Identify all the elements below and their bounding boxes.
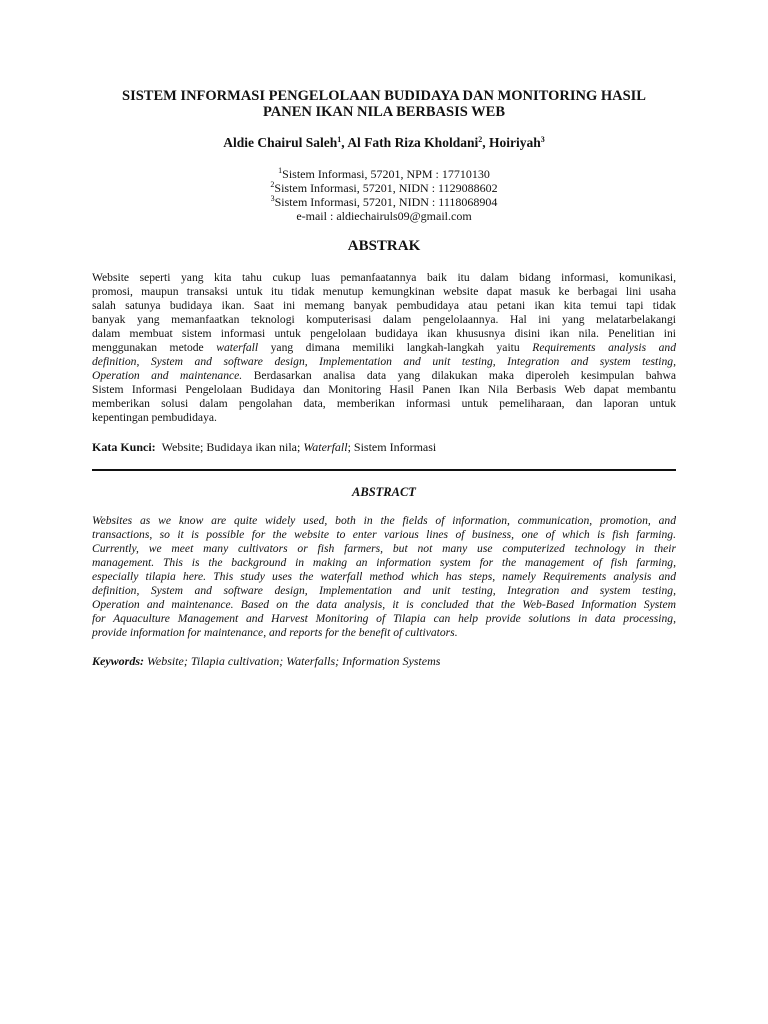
abstrak-line	[92, 285, 676, 299]
abstrak-line	[92, 383, 676, 397]
abstract-line: management. This is the background in making an information system for the management of fish farming,	[92, 556, 676, 569]
keywords-values: Website; Tilapia cultivation; Waterfalls; Information Systems	[147, 654, 441, 668]
italic-text: Waterfall	[303, 440, 348, 454]
text-run: kepentingan pembudidaya.	[92, 411, 217, 424]
author-superscript: 2	[478, 135, 483, 144]
author-superscript: 3	[540, 135, 545, 144]
text-run: Sistem Informasi Pengelolaan Budidaya dan Monitoring Hasil Panen Ikan Nila Berbasis Web dapat membantu	[92, 383, 676, 396]
abstract-line: definition, System and software design, Implementation and unit testing, Integration and system testing,	[92, 584, 676, 597]
kata-kunci	[92, 440, 676, 454]
abstrak-line	[92, 271, 676, 285]
text-run: salah satunya budidaya ikan. Saat ini memang banyak pembudidaya atau petani ikan kita temui tapi tidak	[92, 299, 676, 312]
abstract-line: Websites as we know are quite widely used, both in the fields of information, communication, promotion, and	[92, 514, 676, 527]
abstrak-line	[92, 313, 676, 327]
author-superscript: 1	[337, 135, 342, 144]
abstract-line: transactions, so it is possible for the website to enter various lines of business, one of which is fish farming.	[92, 528, 676, 541]
kata-kunci-label: Kata Kunci:	[92, 440, 156, 454]
text-run: promosi, maupun transaksi untuk itu tidak menutup kemungkinan website dapat masuk ke berbagai lini usaha	[92, 285, 676, 298]
text-run: banyak yang memanfaatkan teknologi komputerisasi dalam pengelolaannya. Hal ini yang melatarbelakangi	[92, 313, 676, 326]
text-run: menggunakan metode	[92, 341, 217, 354]
italic-text: Requirements analysis and	[532, 341, 676, 354]
author-list	[92, 135, 676, 151]
affiliation-superscript: 1	[278, 166, 283, 175]
text-run: ; Sistem Informasi	[347, 440, 437, 454]
affiliation-text: Sistem Informasi, 57201, NIDN : 1118068904	[274, 195, 498, 209]
abstract-line: especially tilapia here. This study uses the waterfall method which has steps, namely Requirements analysis and	[92, 570, 676, 583]
author-name: Hoiriyah	[488, 135, 541, 150]
affiliation-superscript: 3	[270, 194, 275, 203]
text-run: Website seperti yang kita tahu cukup luas pemanfaatannya baik itu dalam bidang informasi, komunikasi,	[92, 271, 676, 284]
author-email: e-mail : aldiechairuls09@gmail.com	[296, 209, 472, 223]
affiliation-line	[92, 181, 676, 195]
abstrak-paragraph	[92, 271, 676, 425]
text-run: yang dimana memiliki langkah-langkah yaitu	[258, 341, 533, 354]
author-separator: ,	[341, 135, 348, 150]
abstrak-line	[92, 299, 676, 313]
italic-text: Operation and maintenance.	[92, 369, 243, 382]
affiliation-text: Sistem Informasi, 57201, NPM : 17710130	[282, 167, 490, 181]
abstrak-line	[92, 341, 676, 355]
text-run: memberikan solusi dalam pengolahan data, memberikan informasi untuk pemeliharaan, dan laporan untuk	[92, 397, 676, 410]
abstract-paragraph	[92, 514, 676, 640]
abstrak-line	[92, 327, 676, 341]
abstract-line: for Aquaculture Management and Harvest Monitoring of Tilapia can help provide solutions in data processing,	[92, 612, 676, 625]
abstrak-line	[92, 355, 676, 369]
author-name: Al Fath Riza Kholdani	[347, 135, 479, 150]
abstract-line: Operation and maintenance. Based on the data analysis, it is concluded that the Web-Based Information System	[92, 598, 676, 611]
kata-kunci-values	[162, 440, 437, 454]
abstrak-heading: ABSTRAK	[347, 238, 421, 254]
abstract-line: Currently, we meet many cultivators or fish farmers, but not many use computerized technology in their	[92, 542, 676, 555]
keywords	[92, 654, 676, 668]
paper-title-line: PANEN IKAN NILA BERBASIS WEB	[263, 104, 505, 120]
keywords-label: Keywords:	[92, 654, 144, 668]
section-divider	[92, 469, 676, 471]
affiliations	[92, 167, 676, 223]
author-name: Aldie Chairul Saleh	[223, 135, 338, 150]
paper-title-line: SISTEM INFORMASI PENGELOLAAN BUDIDAYA DAN MONITORING HASIL	[122, 88, 646, 104]
abstract-line: provide information for maintenance, and reports for the benefit of cultivators.	[92, 626, 458, 639]
affiliation-line	[92, 195, 676, 209]
abstrak-line	[92, 411, 676, 425]
text-run: Berdasarkan analisa data yang dilakukan maka diperoleh kesimpulan bahwa	[242, 369, 676, 382]
paper-title	[92, 88, 676, 120]
abstrak-line	[92, 397, 676, 411]
affiliation-line	[92, 167, 676, 181]
italic-text: definition, System and software design, Implementation and unit testing, Integration and system testing,	[92, 355, 676, 368]
text-run: Website; Budidaya ikan nila;	[161, 440, 304, 454]
italic-text: waterfall	[216, 341, 259, 354]
text-run: dalam membuat sistem informasi untuk pengelolaan budidaya ikan khususnya disini ikan nila. Penelitian ini	[92, 327, 676, 340]
author-separator: ,	[482, 135, 489, 150]
abstract-heading: ABSTRACT	[352, 485, 416, 499]
affiliation-text: Sistem Informasi, 57201, NIDN : 1129088602	[274, 181, 498, 195]
abstrak-line	[92, 369, 676, 383]
affiliation-superscript: 2	[270, 180, 275, 189]
